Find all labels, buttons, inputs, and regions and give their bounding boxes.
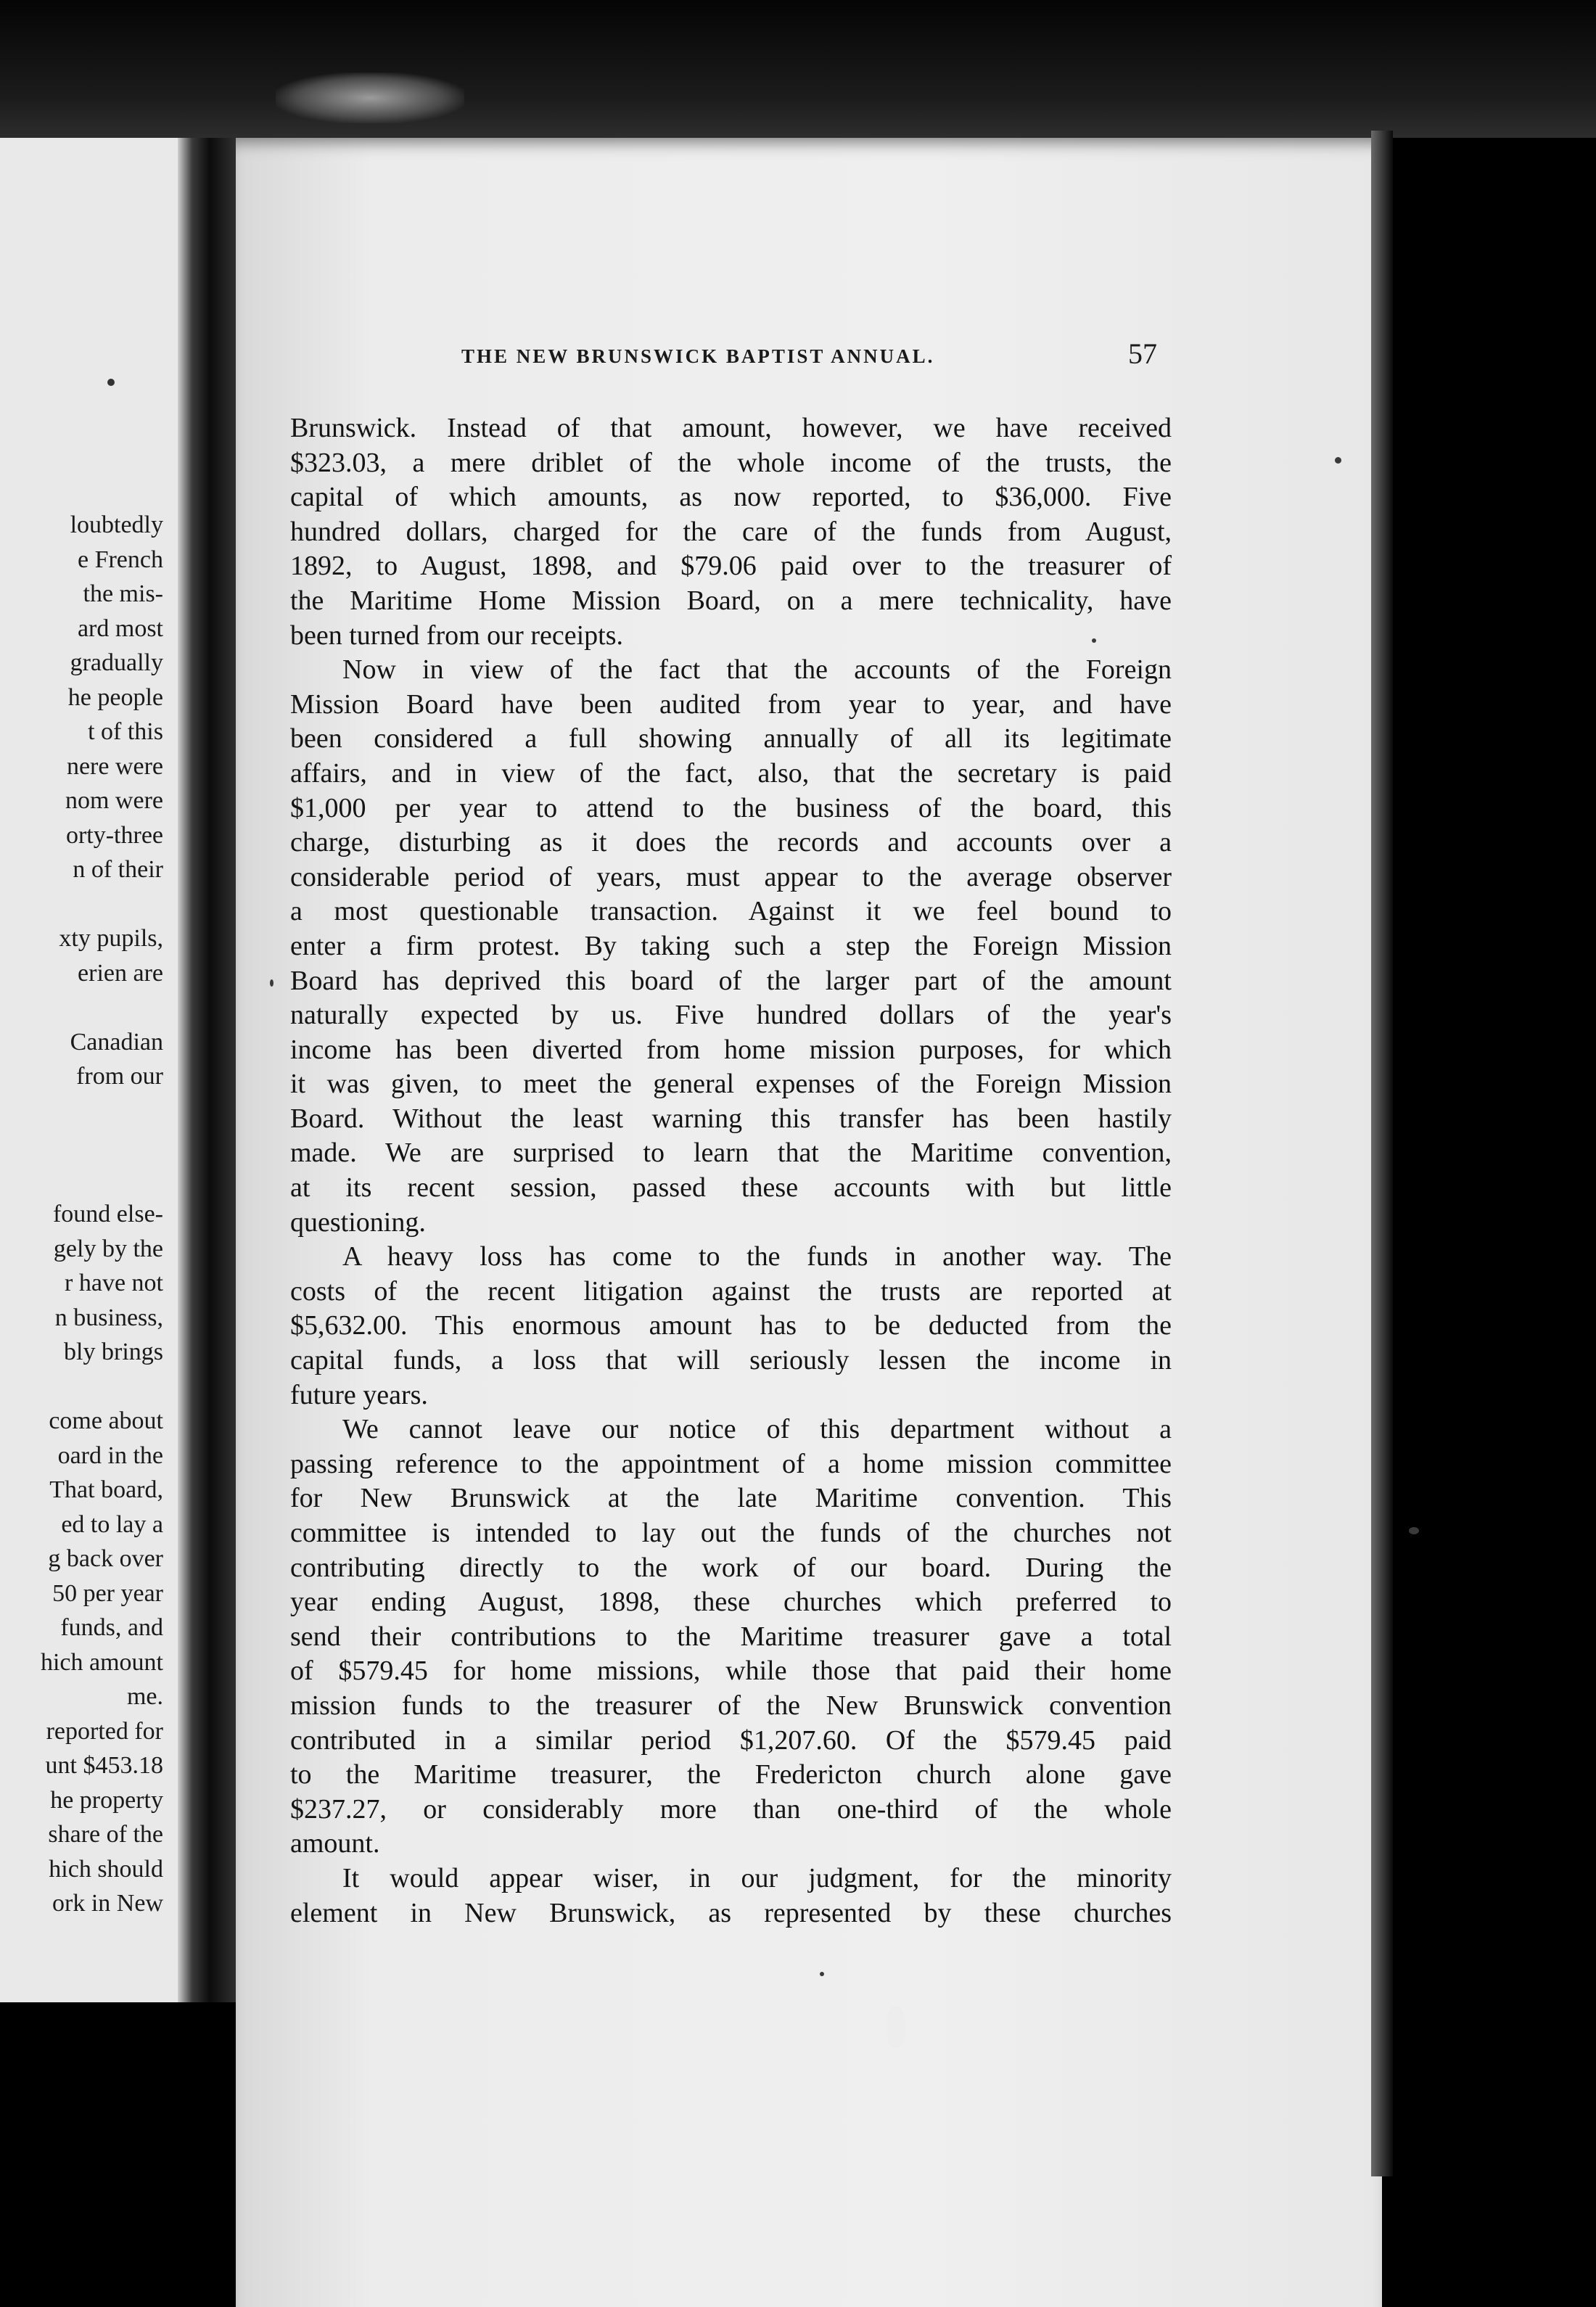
text-line: been considered a full showing annually of all its legitimate: [290, 723, 1172, 754]
facing-page-line: nere were: [66, 752, 163, 780]
text-line: Board has deprived this board of the larger part of the amount: [290, 965, 1172, 996]
text-line: enter a firm protest. By taking such a step the Foreign Mission: [290, 930, 1172, 961]
text-line: send their contributions to the Maritime treasurer gave a total: [290, 1621, 1172, 1652]
facing-page-line: That board,: [49, 1476, 163, 1503]
facing-page-line: hich amount: [40, 1648, 163, 1676]
text-line: passing reference to the appointment of a home mission committee: [290, 1448, 1172, 1479]
facing-page-line: bly brings: [64, 1338, 163, 1365]
facing-page-line: orty-three: [65, 821, 163, 849]
text-line: $1,000 per year to attend to the business of the board, this: [290, 792, 1172, 823]
text-line: income has been diverted from home mission purposes, for which: [290, 1034, 1172, 1065]
text-line: questioning.: [290, 1206, 426, 1238]
facing-page-line: g back over: [48, 1545, 163, 1572]
facing-page-line: unt $453.18: [45, 1752, 163, 1779]
text-line: amount.: [290, 1828, 380, 1859]
facing-page-line: from our: [76, 1063, 163, 1090]
text-line: A heavy loss has come to the funds in another way. The: [342, 1241, 1172, 1272]
text-line: Board. Without the least warning this transfer has been hastily: [290, 1103, 1172, 1134]
facing-page-text: [0, 508, 163, 1921]
text-line: a most questionable transaction. Against it we feel bound to: [290, 896, 1172, 927]
text-line: 1892, to August, 1898, and $79.06 paid over to the treasurer of: [290, 551, 1172, 582]
text-line: to the Maritime treasurer, the Fredericton church alone gave: [290, 1759, 1172, 1790]
text-line: Now in view of the fact that the accounts of the Foreign: [342, 654, 1172, 686]
page-number: 57: [1128, 337, 1157, 370]
facing-page-line: ork in New: [52, 1890, 163, 1917]
text-line: capital of which amounts, as now reported, to $36,000. Five: [290, 482, 1172, 513]
running-head: THE NEW BRUNSWICK BAPTIST ANNUAL.: [461, 345, 935, 367]
scan-speck: [270, 979, 273, 987]
text-line: affairs, and in view of the fact, also, that the secretary is paid: [290, 757, 1172, 789]
text-line: element in New Brunswick, as represented by these churches: [290, 1897, 1172, 1928]
facing-page-line: ard most: [77, 614, 163, 642]
facing-page-line: share of the: [48, 1821, 163, 1848]
facing-page-line: found else-: [52, 1201, 163, 1227]
page-body-text: [290, 411, 1172, 1930]
scan-speck: [1092, 638, 1096, 643]
facing-page-line: xty pupils,: [59, 925, 163, 952]
facing-page-line: [0, 1128, 163, 1163]
text-line: been turned from our receipts.: [290, 620, 623, 651]
text-line: $323.03, a mere driblet of the whole income of the trusts, the: [290, 447, 1172, 478]
facing-page-line: he property: [50, 1786, 163, 1814]
scan-speck: [1335, 457, 1341, 464]
text-line: made. We are surprised to learn that the Maritime convention,: [290, 1138, 1172, 1169]
facing-page-line: Canadian: [70, 1028, 163, 1056]
text-line: $5,632.00. This enormous amount has to be deducted from the: [290, 1310, 1172, 1341]
facing-page-line: loubtedly: [70, 511, 163, 538]
book-gutter: [178, 138, 236, 2002]
text-line: costs of the recent litigation against the trusts are reported at: [290, 1275, 1172, 1307]
text-line: considerable period of years, must appear to the average observer: [290, 861, 1172, 892]
text-line: mission funds to the treasurer of the New Brunswick convention: [290, 1690, 1172, 1721]
scan-speck: [820, 1972, 824, 1976]
facing-page-line: come about: [49, 1407, 163, 1434]
facing-page-line: [0, 1094, 163, 1129]
text-line: charge, disturbing as it does the records and accounts over a: [290, 827, 1172, 858]
text-line: naturally expected by us. Five hundred dollars of the year's: [290, 1000, 1172, 1031]
facing-page-line: [0, 887, 163, 922]
text-line: contributed in a similar period $1,207.60. Of the $579.45 paid: [290, 1724, 1172, 1756]
text-line: it was given, to meet the general expenses of the Foreign Mission: [290, 1069, 1172, 1100]
facing-page-line: the mis-: [83, 580, 163, 607]
text-line: hundred dollars, charged for the care of the funds from August,: [290, 516, 1172, 547]
text-line: contributing directly to the work of our board. During the: [290, 1552, 1172, 1583]
facing-page-line: nom were: [65, 787, 163, 814]
text-line: for New Brunswick at the late Maritime convention. This: [290, 1483, 1172, 1514]
facing-page-line: hich should: [49, 1855, 163, 1883]
page-edge-shadow: [1371, 131, 1393, 2176]
facing-page-line: [0, 1370, 163, 1405]
text-line: at its recent session, passed these accounts with but little: [290, 1172, 1172, 1204]
facing-page-line: e French: [77, 546, 163, 573]
facing-page-line: erien are: [78, 959, 163, 987]
text-line: of $579.45 for home missions, while those that paid their home: [290, 1656, 1172, 1687]
text-line: It would appear wiser, in our judgment, for the minority: [342, 1862, 1172, 1893]
text-line: capital funds, a loss that will seriously lessen the income in: [290, 1345, 1172, 1376]
facing-page-line: me.: [126, 1683, 163, 1710]
facing-page-line: funds, and: [60, 1614, 163, 1641]
facing-page-line: 50 per year: [52, 1579, 163, 1607]
text-line: $237.27, or considerably more than one-third of the whole: [290, 1793, 1172, 1825]
text-line: future years.: [290, 1379, 428, 1410]
facing-page-line: n business,: [54, 1304, 163, 1331]
facing-page-line: ed to lay a: [61, 1510, 163, 1538]
facing-page-line: gradually: [70, 649, 163, 676]
text-line: Mission Board have been audited from year to year, and have: [290, 688, 1172, 720]
bullet-mark: [107, 379, 115, 386]
text-line: Brunswick. Instead of that amount, however, we have received: [290, 413, 1172, 443]
facing-page-line: t of this: [88, 718, 163, 745]
facing-page-line: [0, 1163, 163, 1198]
facing-page-line: [0, 990, 163, 1025]
facing-page-line: gely by the: [53, 1235, 163, 1262]
facing-page-line: n of their: [73, 856, 163, 883]
facing-page-line: r have not: [65, 1270, 163, 1296]
scan-blemish: [887, 2006, 905, 2048]
scan-smudge: [276, 73, 464, 123]
facing-page-line: reported for: [46, 1717, 163, 1745]
text-line: the Maritime Home Mission Board, on a mere technicality, have: [290, 585, 1172, 616]
text-line: committee is intended to lay out the funds of the churches not: [290, 1518, 1172, 1548]
scan-speck: [1409, 1527, 1419, 1534]
scan-top-border: [0, 0, 1596, 138]
text-line: year ending August, 1898, these churches which preferred to: [290, 1587, 1172, 1618]
facing-page-line: he people: [67, 683, 163, 711]
facing-page-line: oard in the: [57, 1442, 163, 1469]
text-line: We cannot leave our notice of this department without a: [342, 1414, 1172, 1445]
